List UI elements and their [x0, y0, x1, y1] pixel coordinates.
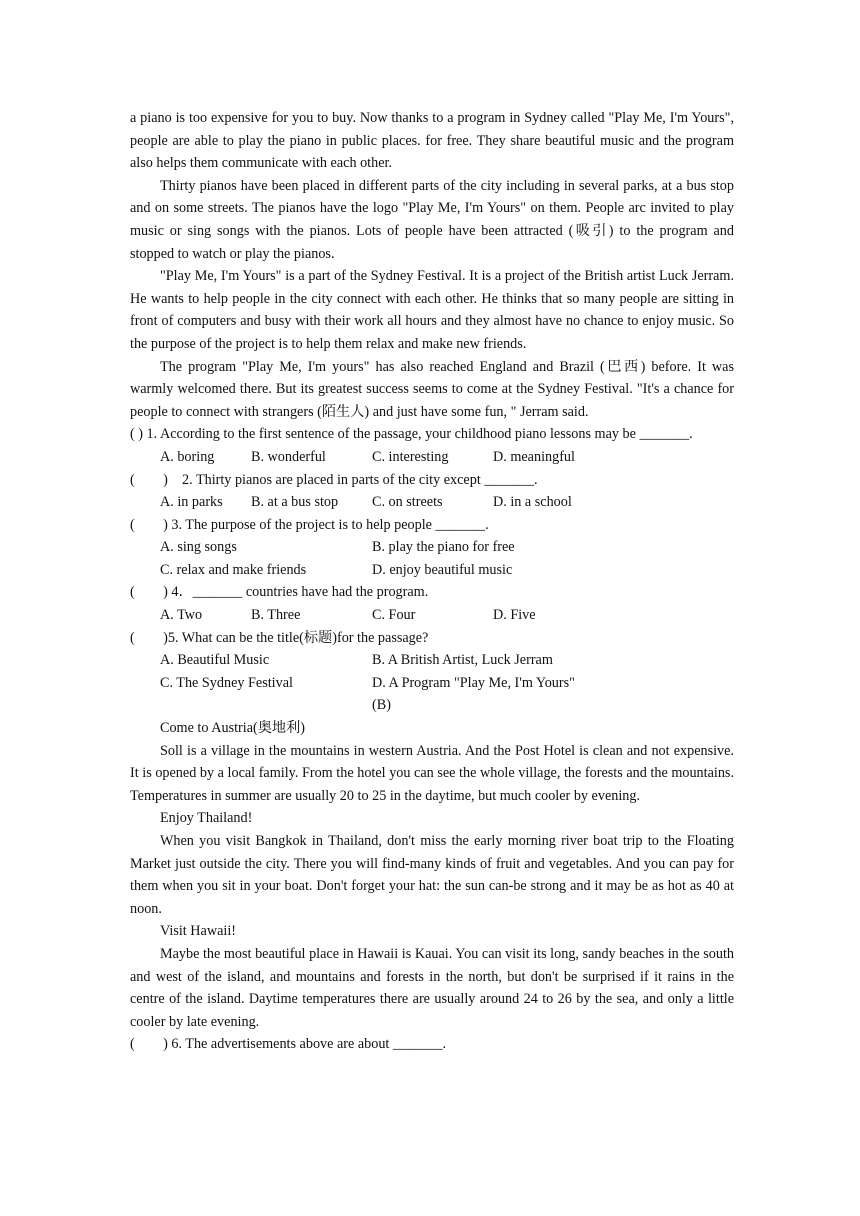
question-5-option-d: D. A Program "Play Me, I'm Yours" — [372, 674, 575, 691]
passage-a-paragraph-1: a piano is too expensive for you to buy. Now thanks to a program in Sydney called "Play Me, I'm Yours", people are able to play the piano in public places. for free. They share beautiful music and the program also helps them communicate with each other. — [130, 110, 734, 172]
question-3: ( ) 3. The purpose of the project is to help people _______. — [130, 516, 489, 533]
document-content — [130, 107, 734, 1056]
passage-a-paragraph-4: The program "Play Me, I'm yours" has also reached England and Brazil (巴西) before. It was warmly welcomed there. But its greatest success seems to come at the Sydney Festival. "It's a chance for people to connect with strangers (陌生人) and just have some fun, " Jerram said. — [130, 358, 734, 420]
question-5: ( )5. What can be the title(标题)for the passage? — [130, 629, 429, 646]
passage-a-paragraph-3: "Play Me, I'm Yours" is a part of the Sydney Festival. It is a project of the British artist Luck Jerram. He wants to help people in the city connect with each other. He thinks that so many people are sitting in front of computers and busy with their work all hours and they almost have no chance to enjoy music. So the purpose of the project is to help them relax and make new friends. — [130, 268, 734, 352]
question-5-option-b: B. A British Artist, Luck Jerram — [372, 652, 553, 669]
question-4-options — [130, 604, 734, 627]
question-5-options-row-1 — [130, 649, 734, 672]
question-4: ( ) 4．_______ countries have had the program. — [130, 584, 429, 601]
question-4-option-b: B. Three — [251, 607, 301, 624]
question-3-option-a: A. sing songs — [160, 539, 237, 556]
question-4-option-a: A. Two — [160, 607, 203, 624]
question-3-option-b: B. play the piano for free — [372, 539, 515, 556]
question-5-option-c: C. The Sydney Festival — [160, 674, 293, 691]
question-2-option-d: D. in a school — [493, 494, 572, 511]
question-2-option-c: C. on streets — [372, 494, 443, 511]
question-2-option-a: A. in parks — [160, 494, 223, 511]
ad-hawaii-text: Maybe the most beautiful place in Hawaii is Kauai. You can visit its long, sandy beaches in the south and west of the island, and mountains and forests in the north, but don't be surprised if it rains in the centre of the island. Daytime temperatures there are usually around 24 to 26 by the sea, and only a little cooler by late evening. — [130, 945, 734, 1030]
question-1-option-d: D. meaningful — [493, 448, 575, 465]
question-1: ( ) 1. According to the first sentence of the passage, your childhood piano lessons may be _______. — [130, 426, 693, 443]
question-2-options — [130, 491, 734, 514]
ad-hawaii-title: Visit Hawaii! — [160, 923, 236, 940]
ad-austria-title: Come to Austria(奥地利) — [160, 720, 306, 737]
question-1-option-a: A. boring — [160, 448, 215, 465]
question-1-option-c: C. interesting — [372, 448, 449, 465]
ad-austria-text: Soll is a village in the mountains in western Austria. And the Post Hotel is clean and not expensive. It is opened by a local family. From the hotel you can see the whole village, the forests and the mountains. Temperatures in summer are usually 20 to 25 in the daytime, but much cooler by evening. — [130, 742, 734, 804]
passage-a-paragraph-2: Thirty pianos have been placed in different parts of the city including in several parks, at a bus stop and on some streets. The pianos have the logo "Play Me, I'm Yours" on them. People arc invited to play music or sing songs with the pianos. Lots of people have been attracted (吸引) to the program and stopped to watch or play the pianos. — [130, 177, 734, 262]
question-2: ( ) 2. Thirty pianos are placed in parts of the city except _______. — [130, 471, 538, 488]
question-4-option-d: D. Five — [493, 607, 536, 624]
question-2-option-b: B. at a bus stop — [251, 494, 339, 511]
ad-thailand-text: When you visit Bangkok in Thailand, don't miss the early morning river boat trip to the Floating Market just outside the city. There you will find-many kinds of fruit and vegetables. And you can pay for them when you sit in your boat. Don't forget your hat: the sun can-be strong and it may be as hot as 40 at noon. — [130, 833, 734, 917]
question-1-option-b: B. wonderful — [251, 448, 326, 465]
question-3-option-c: C. relax and make friends — [160, 561, 307, 578]
question-1-options — [130, 446, 734, 469]
question-5-options-row-2 — [130, 672, 734, 695]
question-3-option-d: D. enjoy beautiful music — [372, 561, 513, 578]
section-b-label: (B) — [372, 697, 391, 714]
question-6: ( ) 6. The advertisements above are about _______. — [130, 1036, 447, 1053]
ad-thailand-title: Enjoy Thailand! — [160, 810, 253, 827]
question-3-options-row-2 — [130, 559, 734, 582]
question-5-option-a: A. Beautiful Music — [160, 652, 270, 669]
question-3-options-row-1 — [130, 536, 734, 559]
question-4-option-c: C. Four — [372, 607, 416, 624]
